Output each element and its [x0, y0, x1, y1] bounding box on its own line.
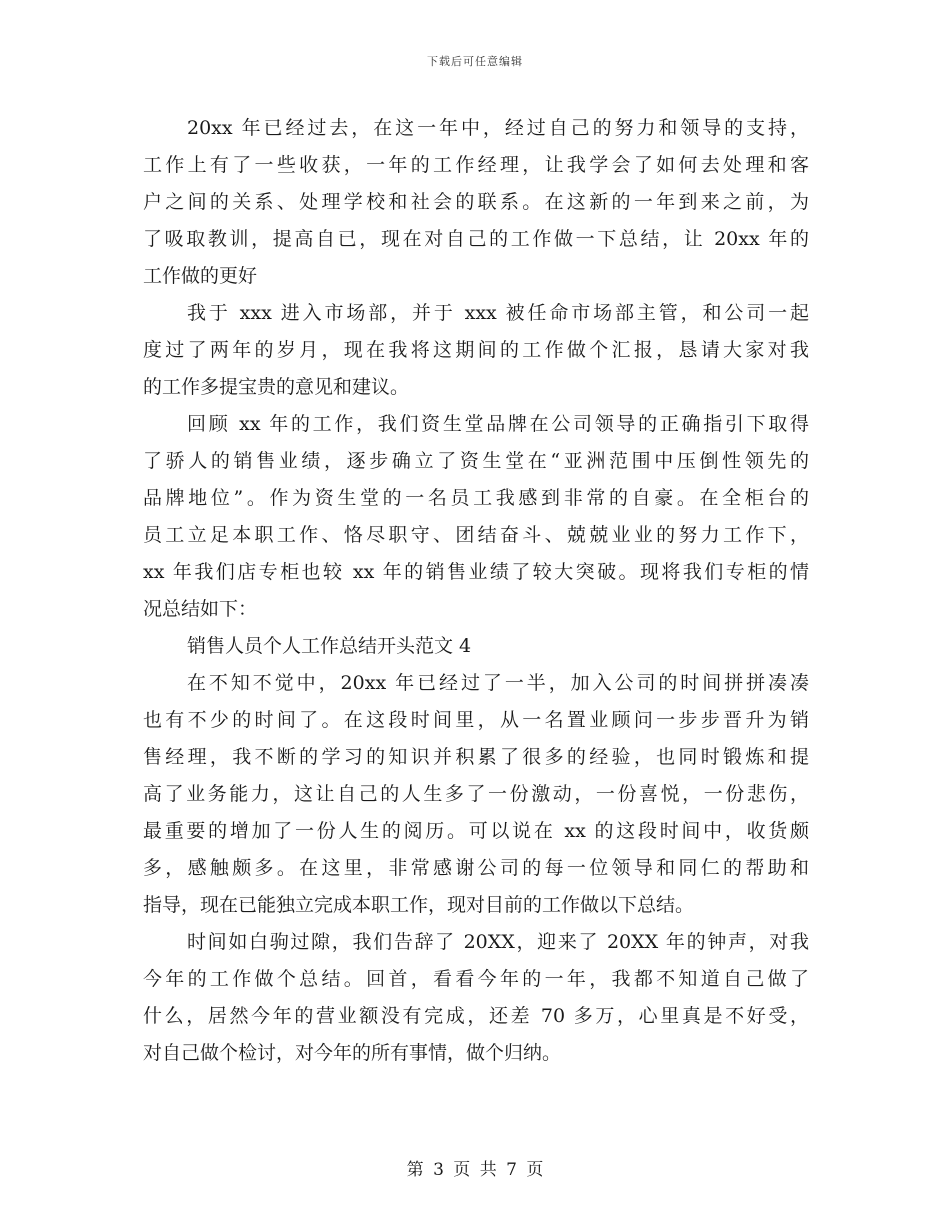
text-line: 售经理，我不断的学习的知识并积累了很多的经验，也同时锻炼和提: [143, 746, 809, 768]
section-heading: 销售人员个人工作总结开头范文 4: [187, 635, 472, 657]
text-line: 20xx 年已经过去，在这一年中，经过自己的努力和领导的支持，: [187, 117, 809, 139]
text-line: 的工作多提宝贵的意见和建议。: [143, 376, 410, 398]
text-line: 度过了两年的岁月，现在我将这期间的工作做个汇报，恳请大家对我: [143, 339, 809, 361]
text-line: 时间如白驹过隙，我们告辞了 20XX，迎来了 20XX 年的钟声，对我: [187, 931, 809, 953]
text-line: 高了业务能力，这让自己的人生多了一份激动，一份喜悦，一份悲伤，: [143, 783, 809, 805]
text-line: 今年的工作做个总结。回首，看看今年的一年，我都不知道自己做了: [143, 968, 809, 990]
text-line: 也有不少的时间了。在这段时间里，从一名置业顾问一步步晋升为销: [143, 709, 809, 731]
text-line: 了骄人的销售业绩，逐步确立了资生堂在“亚洲范围中压倒性领先的: [143, 450, 809, 472]
text-line: 品牌地位”。作为资生堂的一名员工我感到非常的自豪。在全柜台的: [143, 487, 809, 509]
text-line: 回顾 xx 年的工作，我们资生堂品牌在公司领导的正确指引下取得: [187, 413, 809, 435]
text-line: 在不知不觉中，20xx 年已经过了一半，加入公司的时间拼拼凑凑: [187, 672, 809, 694]
document-body: [143, 110, 809, 1072]
text-line: 工作做的更好: [143, 265, 258, 287]
page-number: 第 3 页 共 7 页: [406, 1160, 544, 1180]
text-line: 我于 xxx 进入市场部，并于 xxx 被任命市场部主管，和公司一起: [187, 302, 809, 324]
text-line: 对自己做个检讨，对今年的所有事情，做个归纳。: [143, 1042, 562, 1064]
text-line: 况总结如下：: [143, 598, 258, 620]
text-line: 最重要的增加了一份人生的阅历。可以说在 xx 的这段时间中，收货颇: [143, 820, 809, 842]
text-line: 指导，现在已能独立完成本职工作，现对目前的工作做以下总结。: [143, 894, 695, 916]
text-line: 工作上有了一些收获，一年的工作经理，让我学会了如何去处理和客: [143, 154, 809, 176]
text-line: 户之间的关系、处理学校和社会的联系。在这新的一年到来之前，为: [143, 191, 809, 213]
text-line: xx 年我们店专柜也较 xx 年的销售业绩了较大突破。现将我们专柜的情: [143, 561, 809, 583]
page-header: 下载后可任意编辑: [427, 55, 523, 68]
text-line: 了吸取教训，提高自已，现在对自己的工作做一下总结，让 20xx 年的: [143, 228, 809, 250]
text-line: 多，感触颇多。在这里，非常感谢公司的每一位领导和同仁的帮助和: [143, 857, 809, 879]
text-line: 什么，居然今年的营业额没有完成，还差 70 多万，心里真是不好受，: [143, 1005, 809, 1027]
text-line: 员工立足本职工作、恪尽职守、团结奋斗、兢兢业业的努力工作下，: [143, 524, 809, 546]
